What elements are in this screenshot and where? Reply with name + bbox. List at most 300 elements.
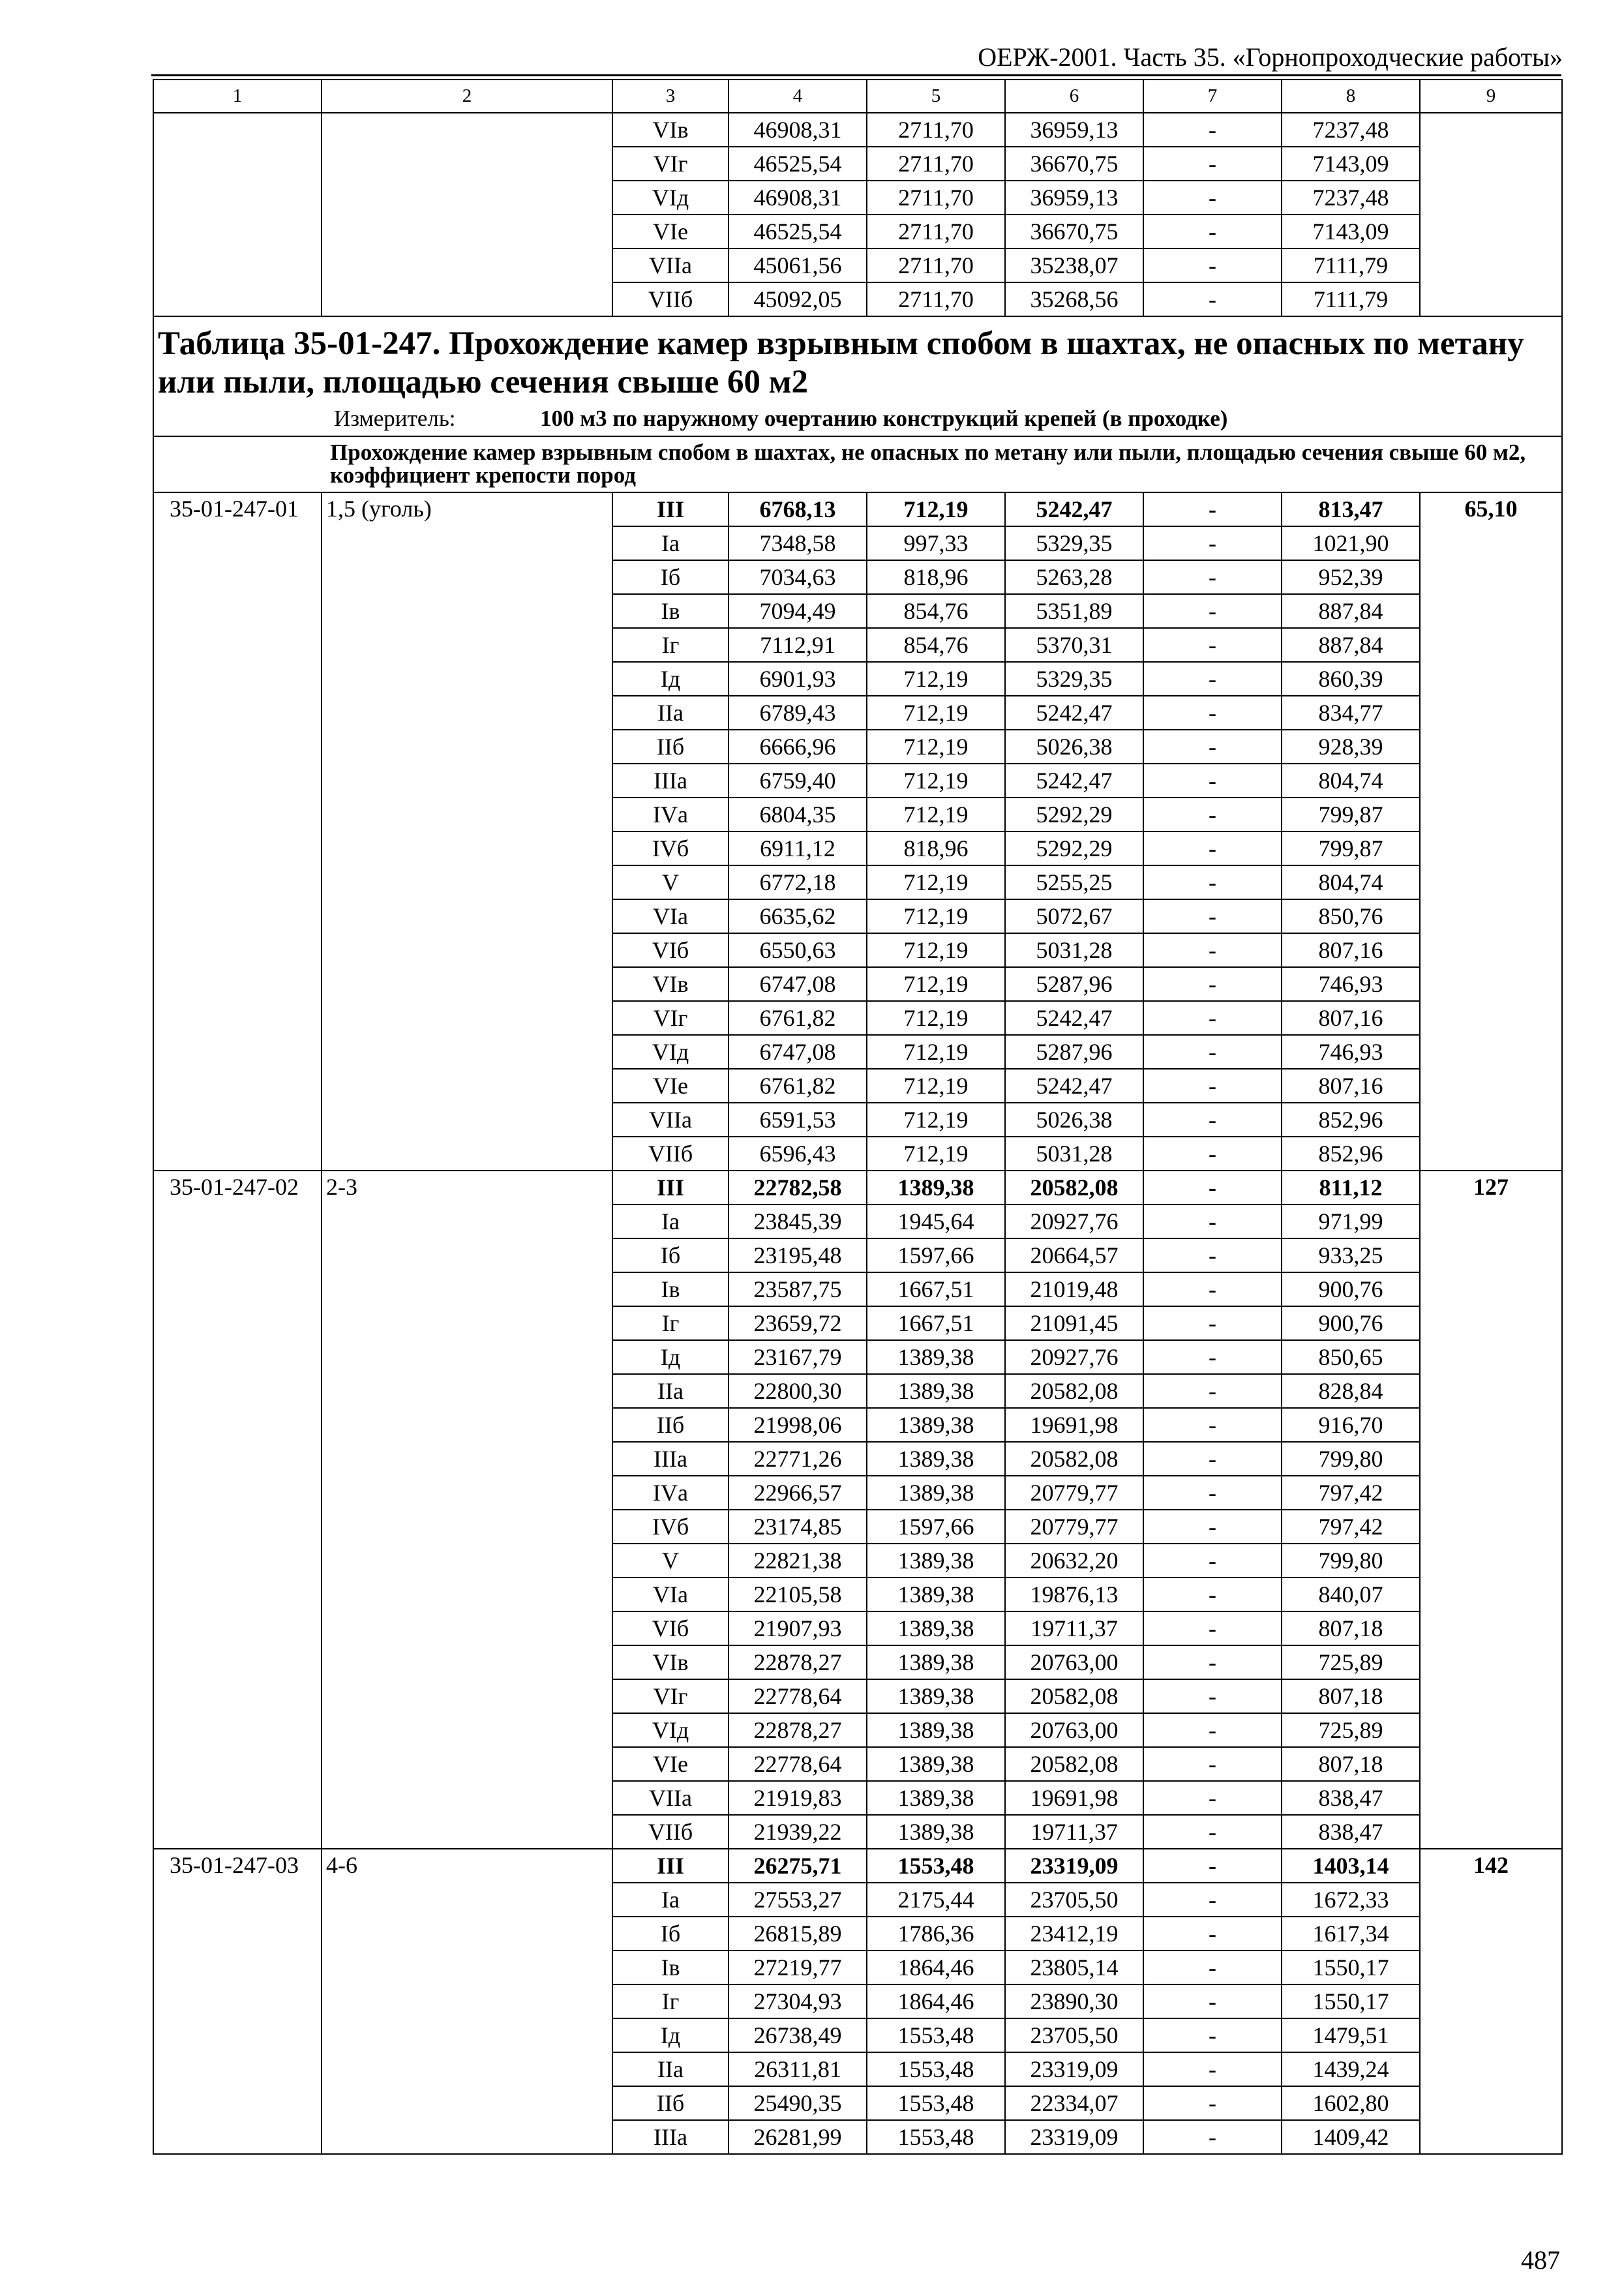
- value-cell: 997,33: [867, 526, 1005, 560]
- value-cell: 6759,40: [729, 764, 867, 798]
- value-cell: -: [1143, 2086, 1282, 2120]
- value-cell: -: [1143, 1137, 1282, 1171]
- value-cell: 6901,93: [729, 662, 867, 696]
- value-cell: 1602,80: [1282, 2086, 1420, 2120]
- value-cell: 1389,38: [867, 1442, 1005, 1476]
- value-cell: 35238,07: [1005, 248, 1143, 282]
- value-cell: 1553,48: [867, 2086, 1005, 2120]
- page-header-title: ОЕРЖ-2001. Часть 35. «Горнопроходческие работы»: [978, 42, 1563, 72]
- value-cell: 7111,79: [1282, 282, 1420, 316]
- value-cell: -: [1143, 1510, 1282, 1544]
- value-cell: 887,84: [1282, 594, 1420, 628]
- group-category-cell: IVа: [612, 1476, 729, 1510]
- value-cell: 21091,45: [1005, 1306, 1143, 1340]
- value-cell: 20582,08: [1005, 1171, 1143, 1204]
- value-cell: -: [1143, 1171, 1282, 1204]
- value-cell: 20927,76: [1005, 1340, 1143, 1374]
- group-category-cell: VIIб: [612, 1137, 729, 1171]
- code-cell: 35-01-247-01: [153, 492, 322, 1171]
- unit-label: Измеритель:: [334, 406, 456, 432]
- value-cell: 19876,13: [1005, 1578, 1143, 1611]
- value-cell: 712,19: [867, 1001, 1005, 1035]
- value-cell: 1389,38: [867, 1374, 1005, 1408]
- section-heading-row: [153, 436, 1562, 492]
- value-cell: 2711,70: [867, 147, 1005, 181]
- value-cell: 27219,77: [729, 1951, 867, 1984]
- group-category-cell: VIIа: [612, 1781, 729, 1815]
- column-number: 9: [1420, 80, 1562, 113]
- table-caption: [153, 316, 1562, 436]
- value-cell: 22878,27: [729, 1645, 867, 1679]
- column-number: 2: [322, 80, 612, 113]
- value-cell: 5026,38: [1005, 730, 1143, 764]
- value-cell: 22821,38: [729, 1544, 867, 1578]
- value-cell: 1945,64: [867, 1204, 1005, 1238]
- unit-value: 100 м3 по наружному очертанию конструкций крепей (в проходке): [540, 406, 1228, 432]
- value-cell: 1439,24: [1282, 2052, 1420, 2086]
- value-cell: 19711,37: [1005, 1611, 1143, 1645]
- value-cell: 27553,27: [729, 1883, 867, 1917]
- value-cell: 1389,38: [867, 1171, 1005, 1204]
- value-cell: 840,07: [1282, 1578, 1420, 1611]
- value-cell: -: [1143, 147, 1282, 181]
- value-cell: 2175,44: [867, 1883, 1005, 1917]
- value-cell: -: [1143, 933, 1282, 967]
- value-cell: 20632,20: [1005, 1544, 1143, 1578]
- group-category-cell: VIд: [612, 181, 729, 215]
- value-cell: 5255,25: [1005, 865, 1143, 899]
- group-category-cell: IIIа: [612, 1442, 729, 1476]
- table-row: [153, 113, 1562, 147]
- value-cell: 20779,77: [1005, 1510, 1143, 1544]
- value-cell: 5287,96: [1005, 1035, 1143, 1069]
- group-category-cell: Iг: [612, 1306, 729, 1340]
- value-cell: 19691,98: [1005, 1781, 1143, 1815]
- value-cell: 20664,57: [1005, 1238, 1143, 1272]
- group-category-cell: VIв: [612, 967, 729, 1001]
- value-cell: 860,39: [1282, 662, 1420, 696]
- value-cell: 807,16: [1282, 933, 1420, 967]
- value-cell: 25490,35: [729, 2086, 867, 2120]
- value-cell: 971,99: [1282, 1204, 1420, 1238]
- value-cell: 19711,37: [1005, 1815, 1143, 1849]
- value-cell: 23412,19: [1005, 1917, 1143, 1951]
- value-cell: -: [1143, 1238, 1282, 1272]
- table-row: [153, 1171, 1562, 1204]
- group-category-cell: VIд: [612, 1035, 729, 1069]
- value-cell: 22778,64: [729, 1679, 867, 1713]
- value-cell: 20582,08: [1005, 1679, 1143, 1713]
- value-cell: 1389,38: [867, 1340, 1005, 1374]
- value-cell: 712,19: [867, 696, 1005, 730]
- group-category-cell: VIа: [612, 899, 729, 933]
- group-category-cell: Iа: [612, 1883, 729, 1917]
- value-cell: 838,47: [1282, 1815, 1420, 1849]
- value-cell: 1553,48: [867, 2018, 1005, 2052]
- value-cell: 1864,46: [867, 1984, 1005, 2018]
- value-cell: -: [1143, 594, 1282, 628]
- group-category-cell: IIIа: [612, 2120, 729, 2154]
- code-cell: [153, 113, 322, 316]
- value-cell: -: [1143, 1476, 1282, 1510]
- value-cell: 834,77: [1282, 696, 1420, 730]
- value-cell: 26281,99: [729, 2120, 867, 2154]
- value-cell: -: [1143, 628, 1282, 662]
- value-cell: 23659,72: [729, 1306, 867, 1340]
- value-cell: 712,19: [867, 933, 1005, 967]
- value-cell: 1553,48: [867, 2120, 1005, 2154]
- group-category-cell: VIг: [612, 147, 729, 181]
- value-cell: 23705,50: [1005, 1883, 1143, 1917]
- value-cell: 23195,48: [729, 1238, 867, 1272]
- column-number: 6: [1005, 80, 1143, 113]
- value-cell: -: [1143, 1408, 1282, 1442]
- value-cell: 725,89: [1282, 1713, 1420, 1747]
- value-cell: 813,47: [1282, 492, 1420, 526]
- value-cell: 7237,48: [1282, 181, 1420, 215]
- value-cell: 746,93: [1282, 1035, 1420, 1069]
- value-cell: 22782,58: [729, 1171, 867, 1204]
- group-category-cell: IVб: [612, 831, 729, 865]
- group-category-cell: VIIб: [612, 1815, 729, 1849]
- group-category-cell: VIIб: [612, 282, 729, 316]
- value-cell: -: [1143, 1951, 1282, 1984]
- group-category-cell: VIг: [612, 1679, 729, 1713]
- unit-line: [158, 407, 1557, 436]
- value-cell: 1389,38: [867, 1781, 1005, 1815]
- group-category-cell: Iб: [612, 1238, 729, 1272]
- value-cell: -: [1143, 1374, 1282, 1408]
- value-cell: 46525,54: [729, 147, 867, 181]
- value-cell: 23845,39: [729, 1204, 867, 1238]
- value-cell: -: [1143, 1578, 1282, 1611]
- value-cell: -: [1143, 282, 1282, 316]
- value-cell: 6550,63: [729, 933, 867, 967]
- value-cell: -: [1143, 492, 1282, 526]
- value-cell: 712,19: [867, 1069, 1005, 1103]
- value-cell: -: [1143, 1306, 1282, 1340]
- group-category-cell: IIа: [612, 2052, 729, 2086]
- value-cell: 20763,00: [1005, 1645, 1143, 1679]
- value-cell: 7143,09: [1282, 147, 1420, 181]
- column-number: 8: [1282, 80, 1420, 113]
- group-category-cell: Iд: [612, 1340, 729, 1374]
- value-cell: -: [1143, 1917, 1282, 1951]
- value-cell: -: [1143, 967, 1282, 1001]
- value-cell: 23805,14: [1005, 1951, 1143, 1984]
- value-cell: 22778,64: [729, 1747, 867, 1781]
- header-divider: [151, 74, 1561, 76]
- value-cell: 712,19: [867, 764, 1005, 798]
- value-cell: -: [1143, 798, 1282, 831]
- value-cell: -: [1143, 1204, 1282, 1238]
- value-cell: 1389,38: [867, 1476, 1005, 1510]
- value-cell: 5370,31: [1005, 628, 1143, 662]
- value-cell: 1597,66: [867, 1510, 1005, 1544]
- value-cell: 23705,50: [1005, 2018, 1143, 2052]
- value-cell: 23319,09: [1005, 1849, 1143, 1883]
- value-cell: -: [1143, 662, 1282, 696]
- value-cell: 1553,48: [867, 1849, 1005, 1883]
- value-cell: 6666,96: [729, 730, 867, 764]
- value-cell: 852,96: [1282, 1103, 1420, 1137]
- group-category-cell: VIв: [612, 1645, 729, 1679]
- value-cell: 21939,22: [729, 1815, 867, 1849]
- summary-cell: 65,10: [1420, 492, 1562, 1171]
- value-cell: 854,76: [867, 594, 1005, 628]
- value-cell: 22105,58: [729, 1578, 867, 1611]
- group-category-cell: IIб: [612, 1408, 729, 1442]
- value-cell: 1864,46: [867, 1951, 1005, 1984]
- value-cell: 27304,93: [729, 1984, 867, 2018]
- value-cell: 2711,70: [867, 181, 1005, 215]
- value-cell: -: [1143, 831, 1282, 865]
- value-cell: 6591,53: [729, 1103, 867, 1137]
- value-cell: 811,12: [1282, 1171, 1420, 1204]
- value-cell: 20582,08: [1005, 1374, 1143, 1408]
- table-row: [153, 1849, 1562, 1883]
- group-category-cell: IIа: [612, 696, 729, 730]
- value-cell: 46908,31: [729, 113, 867, 147]
- column-number: 7: [1143, 80, 1282, 113]
- value-cell: 799,80: [1282, 1544, 1420, 1578]
- value-cell: -: [1143, 1883, 1282, 1917]
- value-cell: -: [1143, 113, 1282, 147]
- group-category-cell: VIв: [612, 113, 729, 147]
- value-cell: 1389,38: [867, 1408, 1005, 1442]
- group-category-cell: Iб: [612, 560, 729, 594]
- value-cell: 5031,28: [1005, 933, 1143, 967]
- value-cell: 46908,31: [729, 181, 867, 215]
- value-cell: -: [1143, 899, 1282, 933]
- column-number: 5: [867, 80, 1005, 113]
- value-cell: -: [1143, 696, 1282, 730]
- value-cell: 850,76: [1282, 899, 1420, 933]
- value-cell: 797,42: [1282, 1476, 1420, 1510]
- value-cell: 5292,29: [1005, 798, 1143, 831]
- group-category-cell: VIе: [612, 215, 729, 248]
- value-cell: 1389,38: [867, 1679, 1005, 1713]
- summary-cell: [1420, 113, 1562, 316]
- group-category-cell: VIе: [612, 1747, 729, 1781]
- value-cell: 712,19: [867, 730, 1005, 764]
- value-cell: -: [1143, 1069, 1282, 1103]
- group-category-cell: Iг: [612, 1984, 729, 2018]
- value-cell: 7143,09: [1282, 215, 1420, 248]
- value-cell: 900,76: [1282, 1306, 1420, 1340]
- value-cell: -: [1143, 1272, 1282, 1306]
- value-cell: 5242,47: [1005, 1001, 1143, 1035]
- value-cell: 712,19: [867, 1103, 1005, 1137]
- value-cell: 712,19: [867, 492, 1005, 526]
- group-category-cell: VIб: [612, 1611, 729, 1645]
- name-cell: 1,5 (уголь): [322, 492, 612, 1171]
- value-cell: 828,84: [1282, 1374, 1420, 1408]
- code-cell: 35-01-247-03: [153, 1849, 322, 2154]
- value-cell: 23319,09: [1005, 2120, 1143, 2154]
- value-cell: 6761,82: [729, 1001, 867, 1035]
- value-cell: 19691,98: [1005, 1408, 1143, 1442]
- value-cell: 6911,12: [729, 831, 867, 865]
- value-cell: 22800,30: [729, 1374, 867, 1408]
- value-cell: -: [1143, 1713, 1282, 1747]
- value-cell: 952,39: [1282, 560, 1420, 594]
- value-cell: 23587,75: [729, 1272, 867, 1306]
- value-cell: 807,18: [1282, 1611, 1420, 1645]
- value-cell: 6761,82: [729, 1069, 867, 1103]
- value-cell: 5072,67: [1005, 899, 1143, 933]
- value-cell: 1550,17: [1282, 1984, 1420, 2018]
- table-title: Таблица 35-01-247. Прохождение камер взрывным спобом в шахтах, не опасных по метану или пыли, площадью сечения свыше 60 м2: [158, 325, 1524, 401]
- group-category-cell: VIд: [612, 1713, 729, 1747]
- page-number: 487: [1521, 2245, 1560, 2275]
- value-cell: 712,19: [867, 865, 1005, 899]
- value-cell: -: [1143, 1984, 1282, 2018]
- group-category-cell: Iб: [612, 1917, 729, 1951]
- value-cell: 22878,27: [729, 1713, 867, 1747]
- value-cell: 45061,56: [729, 248, 867, 282]
- value-cell: 5287,96: [1005, 967, 1143, 1001]
- group-category-cell: IVа: [612, 798, 729, 831]
- group-category-cell: VIIа: [612, 1103, 729, 1137]
- value-cell: 26738,49: [729, 2018, 867, 2052]
- value-cell: 7237,48: [1282, 113, 1420, 147]
- value-cell: 838,47: [1282, 1781, 1420, 1815]
- value-cell: 23319,09: [1005, 2052, 1143, 2086]
- value-cell: 887,84: [1282, 628, 1420, 662]
- value-cell: 1389,38: [867, 1544, 1005, 1578]
- value-cell: 36670,75: [1005, 215, 1143, 248]
- value-cell: 5242,47: [1005, 492, 1143, 526]
- value-cell: -: [1143, 181, 1282, 215]
- value-cell: 6747,08: [729, 967, 867, 1001]
- rates-table: [153, 79, 1563, 2155]
- value-cell: -: [1143, 2018, 1282, 2052]
- value-cell: -: [1143, 1815, 1282, 1849]
- value-cell: -: [1143, 1442, 1282, 1476]
- name-cell: [322, 113, 612, 316]
- value-cell: 916,70: [1282, 1408, 1420, 1442]
- value-cell: 23890,30: [1005, 1984, 1143, 2018]
- group-category-cell: IIIа: [612, 764, 729, 798]
- table-row: [153, 492, 1562, 526]
- value-cell: 36670,75: [1005, 147, 1143, 181]
- value-cell: 1672,33: [1282, 1883, 1420, 1917]
- value-cell: 6596,43: [729, 1137, 867, 1171]
- value-cell: 5329,35: [1005, 662, 1143, 696]
- value-cell: 807,18: [1282, 1679, 1420, 1713]
- value-cell: 1479,51: [1282, 2018, 1420, 2052]
- value-cell: -: [1143, 865, 1282, 899]
- value-cell: 712,19: [867, 1035, 1005, 1069]
- group-category-cell: IIа: [612, 1374, 729, 1408]
- value-cell: 799,80: [1282, 1442, 1420, 1476]
- value-cell: 818,96: [867, 831, 1005, 865]
- value-cell: 23174,85: [729, 1510, 867, 1544]
- group-category-cell: VIIа: [612, 248, 729, 282]
- group-category-cell: Iв: [612, 594, 729, 628]
- value-cell: 6635,62: [729, 899, 867, 933]
- group-category-cell: Iд: [612, 662, 729, 696]
- value-cell: -: [1143, 1001, 1282, 1035]
- column-number: 1: [153, 80, 322, 113]
- value-cell: -: [1143, 526, 1282, 560]
- value-cell: 933,25: [1282, 1238, 1420, 1272]
- value-cell: 5242,47: [1005, 1069, 1143, 1103]
- group-category-cell: IVб: [612, 1510, 729, 1544]
- value-cell: 7094,49: [729, 594, 867, 628]
- value-cell: -: [1143, 248, 1282, 282]
- value-cell: 6747,08: [729, 1035, 867, 1069]
- value-cell: 7112,91: [729, 628, 867, 662]
- value-cell: 2711,70: [867, 113, 1005, 147]
- value-cell: 1786,36: [867, 1917, 1005, 1951]
- value-cell: -: [1143, 1544, 1282, 1578]
- value-cell: 712,19: [867, 798, 1005, 831]
- value-cell: 45092,05: [729, 282, 867, 316]
- value-cell: 20582,08: [1005, 1747, 1143, 1781]
- name-cell: 2-3: [322, 1171, 612, 1849]
- value-cell: 712,19: [867, 899, 1005, 933]
- value-cell: 1403,14: [1282, 1849, 1420, 1883]
- value-cell: 7348,58: [729, 526, 867, 560]
- value-cell: 1021,90: [1282, 526, 1420, 560]
- value-cell: 22771,26: [729, 1442, 867, 1476]
- table-body: [153, 80, 1562, 2154]
- value-cell: -: [1143, 1679, 1282, 1713]
- value-cell: 6768,13: [729, 492, 867, 526]
- value-cell: -: [1143, 1747, 1282, 1781]
- value-cell: 36959,13: [1005, 181, 1143, 215]
- value-cell: 725,89: [1282, 1645, 1420, 1679]
- value-cell: 1409,42: [1282, 2120, 1420, 2154]
- value-cell: 26311,81: [729, 2052, 867, 2086]
- value-cell: 807,18: [1282, 1747, 1420, 1781]
- value-cell: 6789,43: [729, 696, 867, 730]
- group-category-cell: III: [612, 1849, 729, 1883]
- value-cell: 6772,18: [729, 865, 867, 899]
- value-cell: 26275,71: [729, 1849, 867, 1883]
- value-cell: 1389,38: [867, 1713, 1005, 1747]
- value-cell: 5292,29: [1005, 831, 1143, 865]
- value-cell: 5026,38: [1005, 1103, 1143, 1137]
- value-cell: 807,16: [1282, 1069, 1420, 1103]
- section-heading: Прохождение камер взрывным спобом в шахтах, не опасных по метану или пыли, площадью сечения свыше 60 м2, коэффициент крепости пород: [153, 436, 1562, 492]
- group-category-cell: VIе: [612, 1069, 729, 1103]
- summary-cell: 127: [1420, 1171, 1562, 1849]
- value-cell: 1617,34: [1282, 1917, 1420, 1951]
- value-cell: 746,93: [1282, 967, 1420, 1001]
- group-category-cell: III: [612, 492, 729, 526]
- group-category-cell: IIб: [612, 2086, 729, 2120]
- value-cell: 7111,79: [1282, 248, 1420, 282]
- value-cell: -: [1143, 1645, 1282, 1679]
- value-cell: 5329,35: [1005, 526, 1143, 560]
- value-cell: -: [1143, 560, 1282, 594]
- column-number: 3: [612, 80, 729, 113]
- group-category-cell: V: [612, 865, 729, 899]
- value-cell: 799,87: [1282, 831, 1420, 865]
- value-cell: 1389,38: [867, 1611, 1005, 1645]
- value-cell: 1389,38: [867, 1645, 1005, 1679]
- value-cell: 5242,47: [1005, 764, 1143, 798]
- value-cell: -: [1143, 1781, 1282, 1815]
- value-cell: 2711,70: [867, 248, 1005, 282]
- value-cell: 900,76: [1282, 1272, 1420, 1306]
- value-cell: 22966,57: [729, 1476, 867, 1510]
- value-cell: -: [1143, 1340, 1282, 1374]
- value-cell: 928,39: [1282, 730, 1420, 764]
